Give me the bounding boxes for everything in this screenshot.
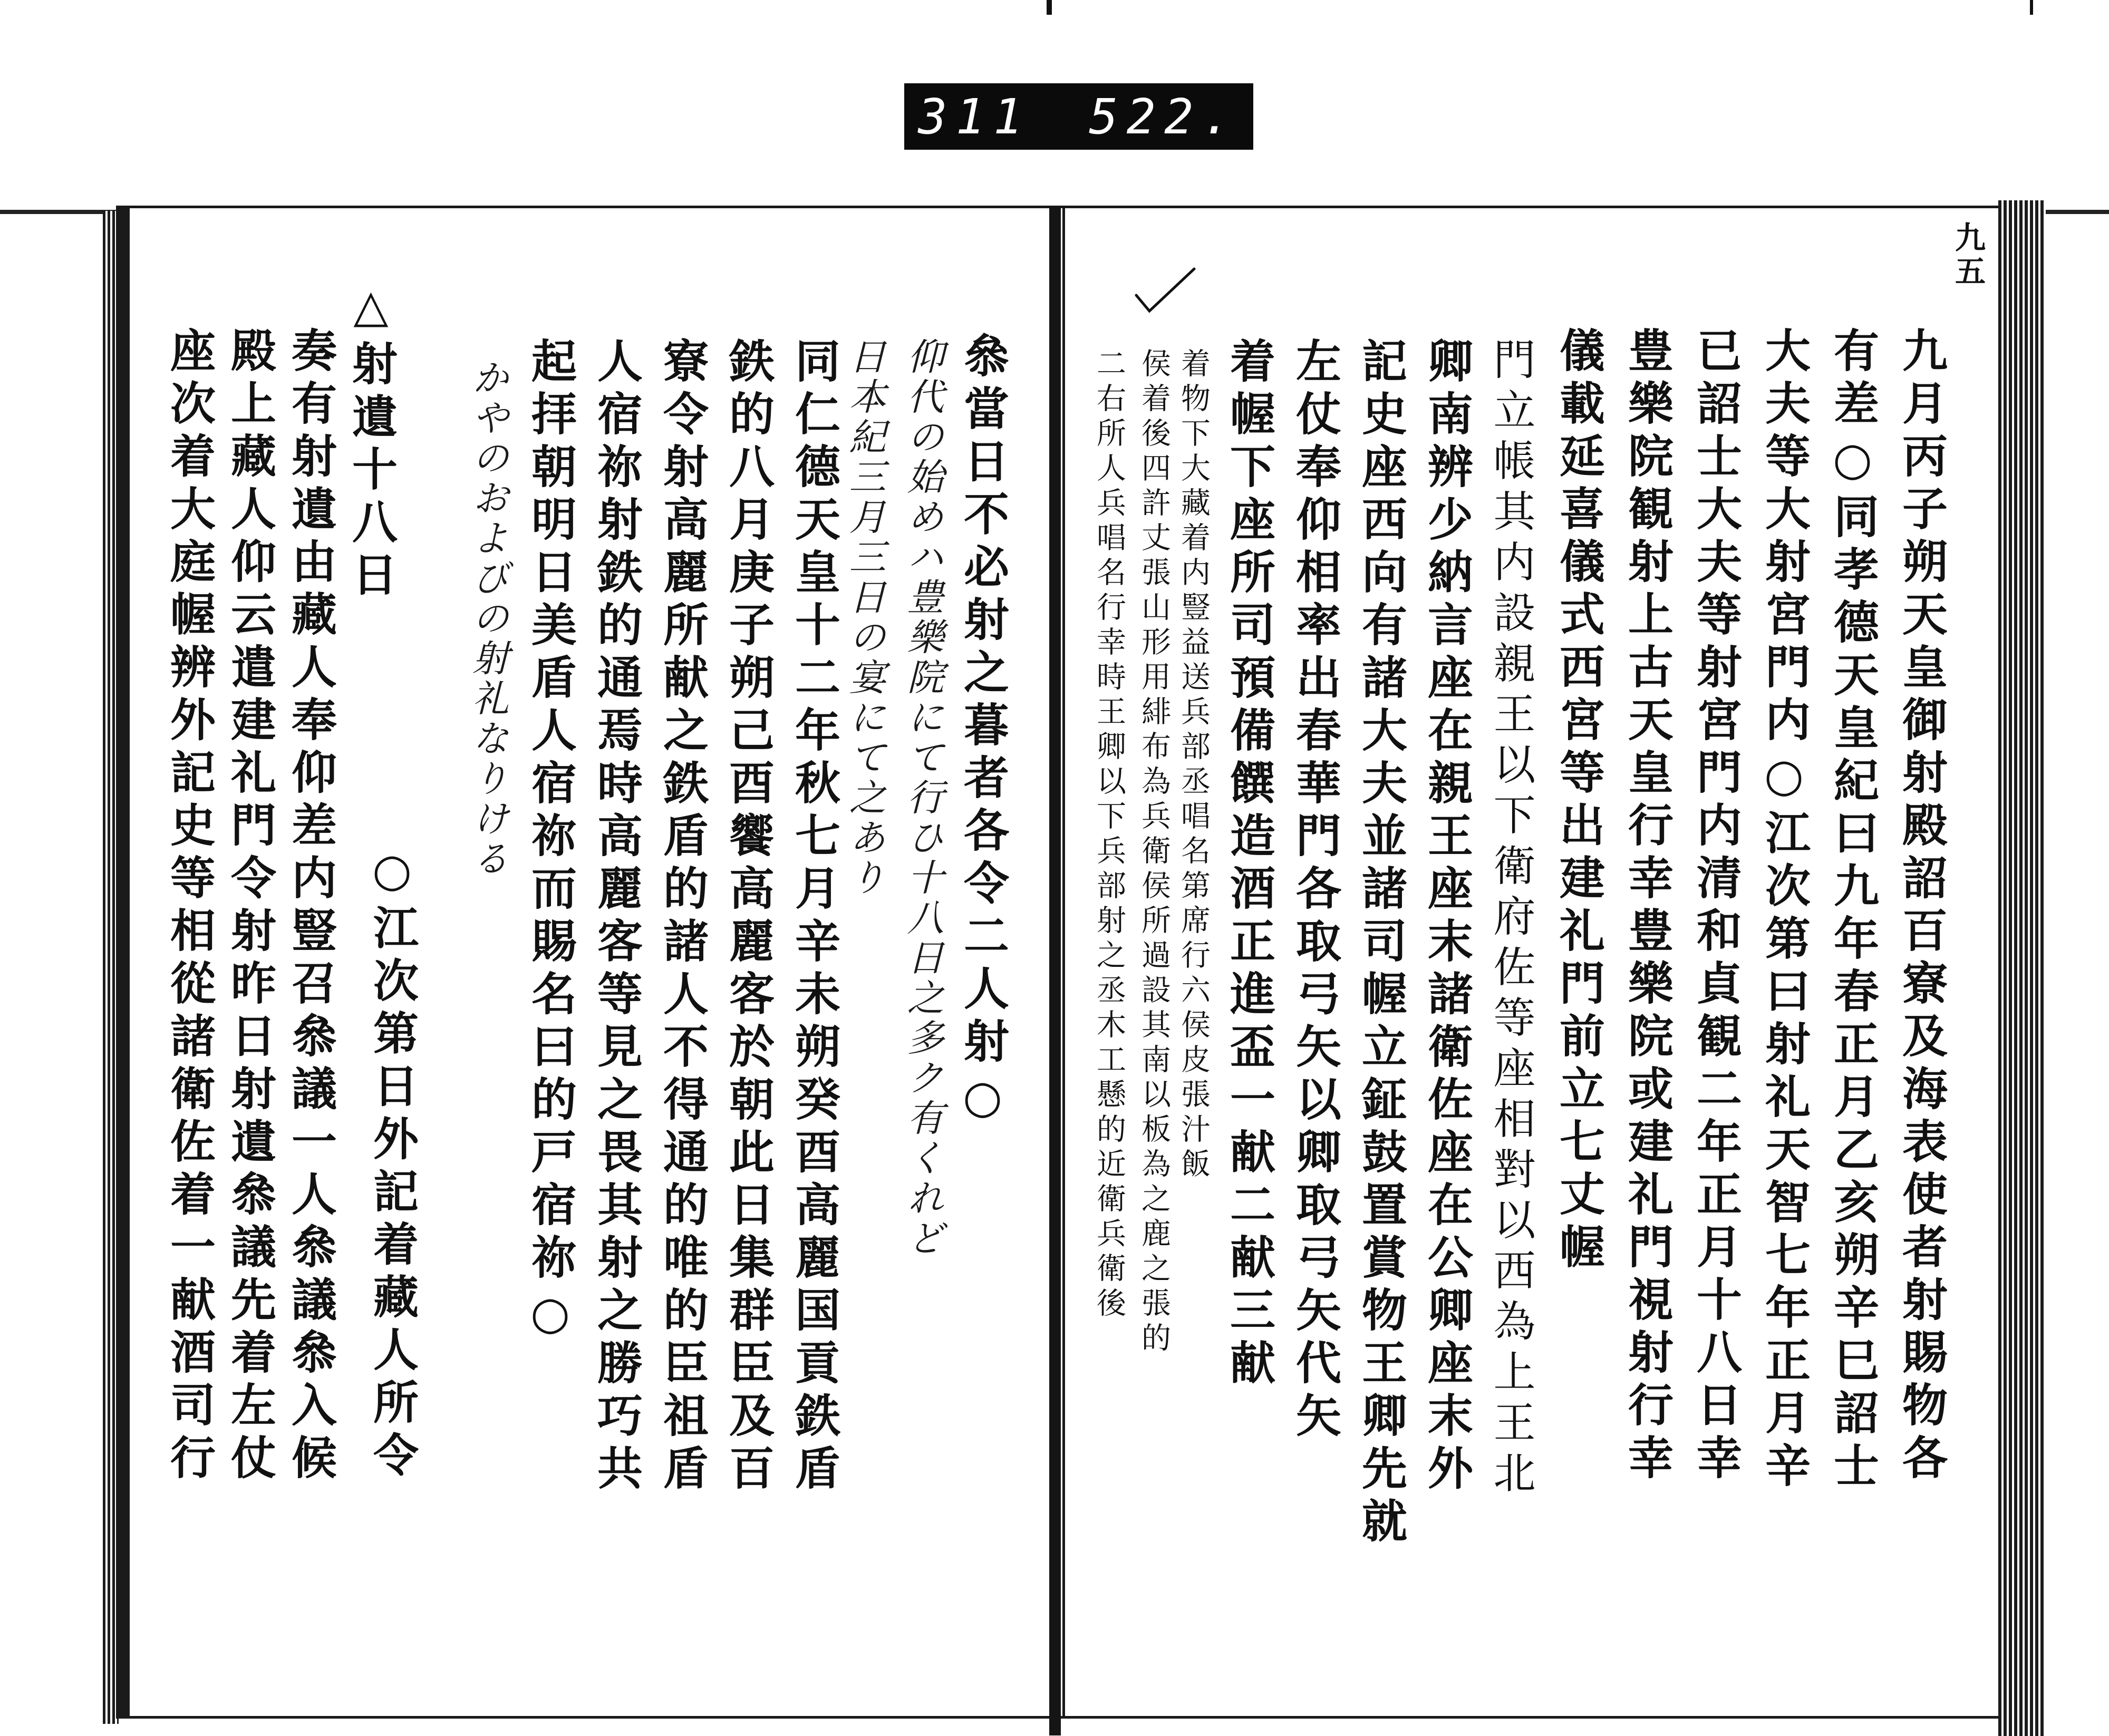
text-column: 奏有射遺由藏人奉仰差内豎召叅議一人叅議叅入候: [284, 327, 337, 1487]
catalog-number-label: [904, 83, 1253, 150]
text-column: 豊樂院観射上古天皇行幸豊樂院或建礼門視射行幸: [1620, 327, 1673, 1487]
text-column: 寮令射高麗所献之鉄盾的諸人不得通的唯的臣祖盾: [655, 337, 709, 1497]
handwritten-note: 仰代の始めハ豊樂院にて行ひ十八日之多ク有くれど: [901, 337, 944, 1259]
text-column: 記史座西向有諸大夫並諸司幄立鉦鼓置賞物王卿先就: [1354, 337, 1407, 1550]
text-column: 九月丙子朔天皇御射殿詔百寮及海表使者射賜物各: [1894, 327, 1948, 1487]
right-page-stack: [1998, 200, 2046, 1736]
text-column: 有差○同孝德天皇紀曰九年春正月乙亥朔辛巳詔士: [1826, 327, 1879, 1495]
text-column: 殿上藏人仰云遣建礼門令射昨日射遺叅議先着左仗: [223, 327, 276, 1487]
scan-edge-mark: [1047, 0, 1052, 15]
text-column: 已詔士大夫等射宮門内清和貞観二年正月十八日幸: [1689, 327, 1742, 1487]
text-column: 門立帳其内設親王以下衛府佐等座相對以西為上王北: [1486, 337, 1535, 1501]
text-column: 起拝朝明日美盾人宿祢而賜名曰的戸宿祢○: [524, 337, 577, 1347]
catalog-number-a: 311: [918, 88, 1031, 145]
checkmark-icon: [1134, 266, 1197, 314]
page-number: 九五: [1950, 221, 1986, 289]
text-column: 着幄下座所司預備饌造酒正進盃一献二献三献: [1222, 337, 1275, 1392]
section-heading: △射遺十八日: [344, 279, 398, 604]
text-column: ○江次第日外記着藏人所令: [365, 843, 419, 1484]
text-column: 大夫等大射宮門内○江次第曰射礼天智七年正月辛: [1757, 327, 1811, 1495]
book-spine: [1049, 207, 1061, 1735]
text-column-annotation: 二右所人兵唱名行幸時王卿以下兵部射之丞木工懸的近衛兵衛後: [1092, 348, 1126, 1322]
text-column: 鉄的八月庚子朔己酉饗高麗客於朝此日集群臣及百: [721, 337, 775, 1497]
handwritten-note: 日本紀三月三日の宴にて之あり: [843, 337, 886, 898]
text-column: 左仗奉仰相率出春華門各取弓矢以卿取弓矢代矢: [1288, 337, 1341, 1444]
handwritten-note: かやのおよびの射礼なりける: [466, 358, 509, 879]
text-column: 儀載延喜儀式西宮等出建礼門前立七丈幄: [1552, 327, 1605, 1276]
catalog-number-b: 522.: [1089, 88, 1240, 145]
text-column: 卿南辨少納言座在親王座末諸衛佐座在公卿座末外: [1420, 337, 1473, 1497]
text-column: 座次着大庭幄辨外記史等相從諸衛佐着一献酒司行: [162, 327, 216, 1487]
text-column-annotation: 侯着後四許丈張山形用緋布為兵衛侯所過設其南以板為之鹿之張的: [1137, 348, 1171, 1357]
text-column: 人宿祢射鉄的通焉時高麗客等見之畏其射之勝巧共: [589, 337, 643, 1497]
text-column: 叅當日不必射之暮者各令二人射○: [956, 332, 1009, 1131]
scan-edge-mark: [2030, 0, 2033, 15]
text-column-annotation: 着物下大藏着内豎益送兵部丞唱名第席行六侯皮張汁飯: [1176, 348, 1211, 1183]
text-column: 同仁德天皇十二年秋七月辛未朔癸酉高麗国貢鉄盾: [787, 337, 840, 1497]
